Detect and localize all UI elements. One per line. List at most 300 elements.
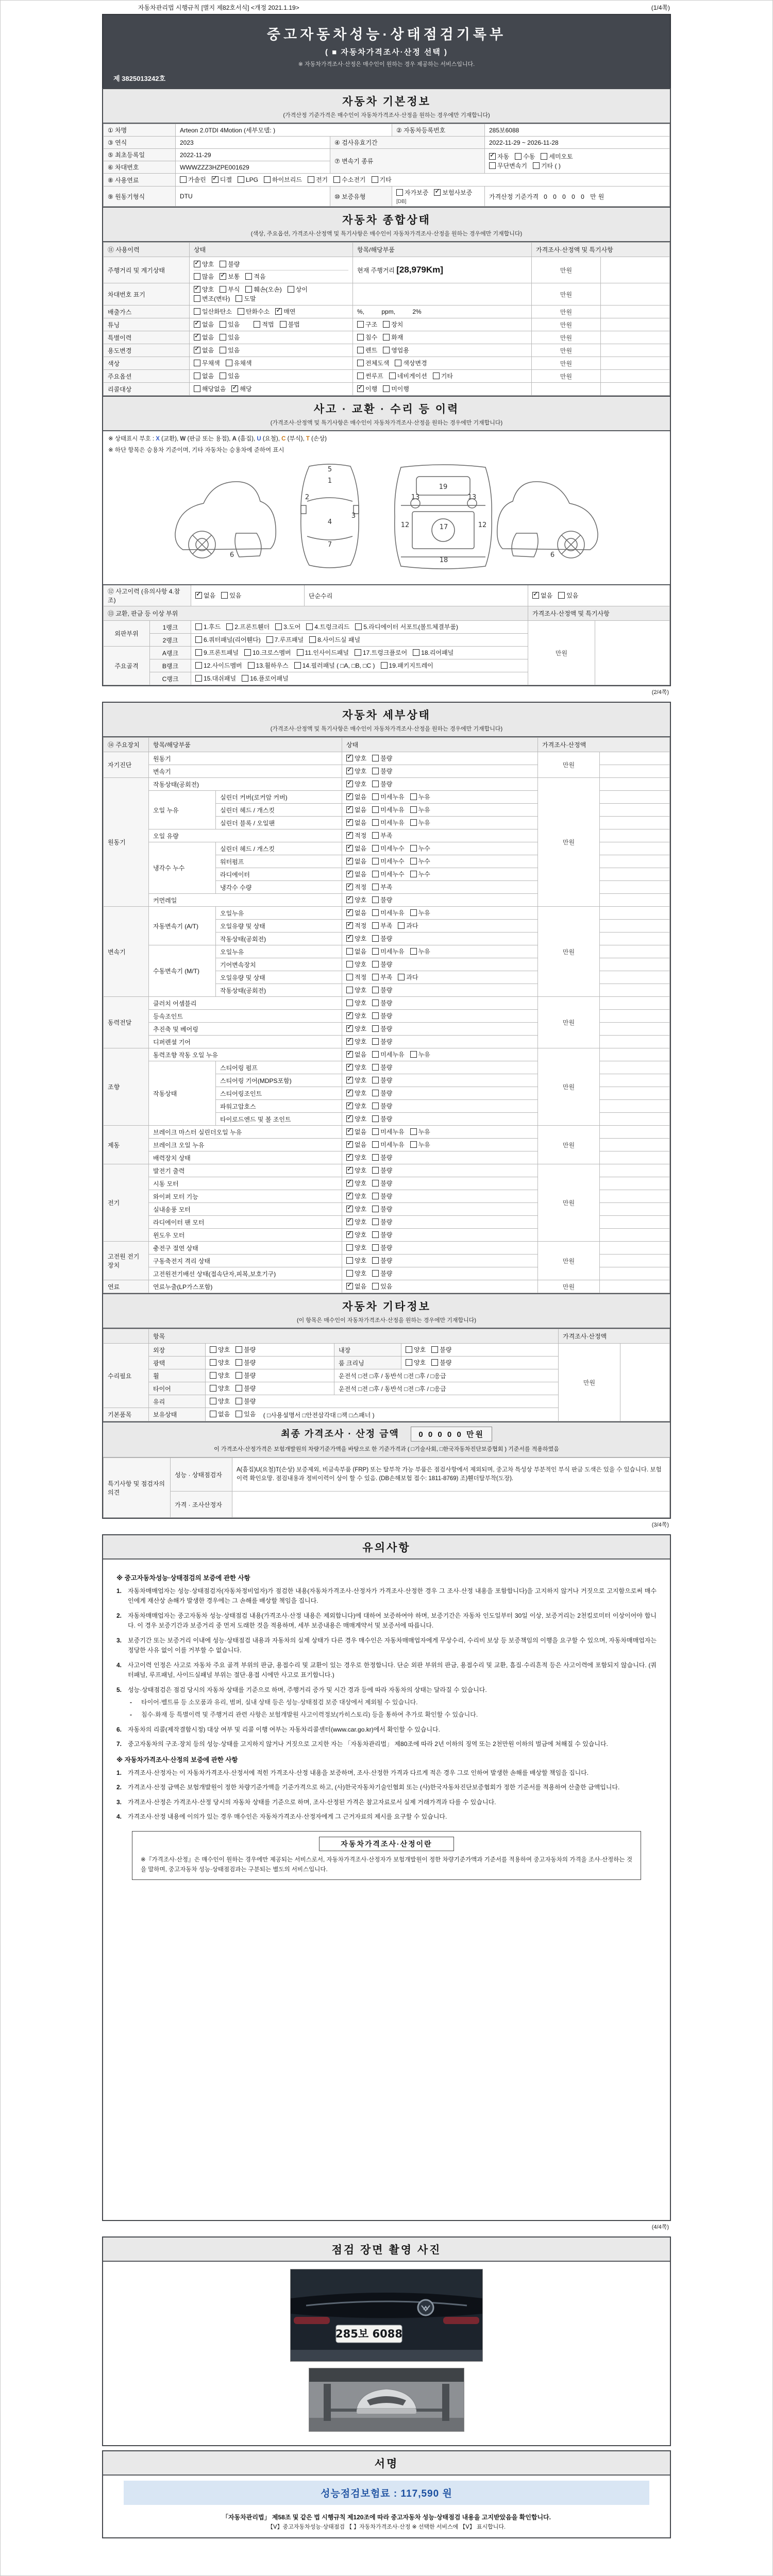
notice-item: 4. 사고이력 인정은 사고로 자동차 주요 골격 부위의 판금, 용접수리 및 교환이 있는 경우로 한정합니다. 단순 외판 부위의 판금, 용접수리 및 교환, 흠집·수리흔적 등은 사고이력에 포함되지 않습니다. (쿼터패널, 루프패널, 사이드실패널 부위는 절단·용접 시에만 사고로 표기합니다.) <box>116 1661 657 1679</box>
unchecked-checkbox-icon <box>372 935 379 942</box>
notice-part2-title: ※ 자동차가격조사·산정의 보증에 관한 사항 <box>116 1756 238 1764</box>
unchecked-checkbox-icon <box>264 176 271 183</box>
checkbox-option: 양호 <box>406 1358 426 1367</box>
unchecked-checkbox-icon <box>248 662 255 669</box>
unchecked-checkbox-icon <box>433 372 440 379</box>
unchecked-checkbox-icon <box>372 884 379 890</box>
etc-info-table <box>103 1329 670 1421</box>
unchecked-checkbox-icon <box>372 1025 379 1032</box>
notice-part1-title: ※ 중고자동차성능·상태점검의 보증에 관한 사항 <box>116 1574 250 1582</box>
unchecked-checkbox-icon <box>372 832 379 839</box>
unchecked-checkbox-icon <box>398 974 405 980</box>
detail-row: 작동상태(공회전) ✓ 양호 불량 <box>104 933 670 945</box>
unchecked-checkbox-icon <box>410 909 417 916</box>
checked-checkbox-icon <box>346 922 353 929</box>
inspection-photo-lift <box>309 2368 464 2432</box>
checked-checkbox-icon <box>220 273 226 280</box>
checkbox-option: 불량 <box>236 1384 256 1393</box>
checkbox-option: ✓ 없음 <box>195 591 215 600</box>
unchecked-checkbox-icon <box>194 273 200 280</box>
unchecked-checkbox-icon <box>357 360 364 366</box>
checkbox-option: ✓ 양호 <box>346 1153 366 1162</box>
checkbox-option: 세미오토 <box>541 152 573 161</box>
detail-row: 추진축 및 베어링 ✓ 양호 불량 <box>104 1023 670 1036</box>
checked-checkbox-icon <box>532 592 539 599</box>
checkbox-option: ✓ 해당 <box>231 384 251 393</box>
detail-row: 변속기 자동변속기 (A/T) 오일누유 ✓ 없음 미세누유 누유 만원 <box>104 907 670 920</box>
checkbox-option: ✓ 적정 <box>346 831 366 840</box>
checkbox-option: ✓ 양호 <box>194 260 214 268</box>
detail-subtitle: (가격조사·산정액 및 특기사항은 매수인이 자동차가격조사·산정을 원하는 경우에만 기재합니다) <box>270 726 503 732</box>
checkbox-option: 불량 <box>372 998 392 1007</box>
document-title: 중고자동차성능·상태점검기록부 <box>266 27 507 42</box>
checkbox-option: 미세누유 <box>372 908 404 917</box>
checkbox-option: 기타 <box>372 175 392 184</box>
checkbox-option: 기타 <box>433 371 453 380</box>
notice-item: 1. 자동차매매업자는 성능·상태점검자(자동차정비업자)가 점검한 내용(자동차가격조사·산정자가 가격조사·산정한 경우 그 조사·산정 내용을 포함합니다)을 고지하지 않거나 거짓으로 고지함으로써 매수인에게 재산상 손해가 발생한 경우에는 그 손해를 배상할 책임을 집니다. <box>116 1587 657 1605</box>
unchecked-checkbox-icon <box>372 922 379 929</box>
diagram-part-number: 19 <box>439 483 448 491</box>
checkbox-option: 불량 <box>372 1230 392 1239</box>
insurance-fee-bar <box>124 2481 649 2505</box>
etc-row: 광택 양호 불량 룸 크리닝 양호 불량 <box>104 1357 670 1369</box>
checkbox-option: 양호 <box>346 998 366 1007</box>
checked-checkbox-icon <box>346 832 353 839</box>
checkbox-option: 미세누유 <box>372 1050 404 1059</box>
unchecked-checkbox-icon <box>308 176 314 183</box>
checkbox-option: ✓ 적정 <box>346 921 366 930</box>
checkbox-option: 누수 <box>410 870 430 878</box>
detail-row: 스티어링조인트 ✓ 양호 불량 <box>104 1087 670 1100</box>
unchecked-checkbox-icon <box>288 286 294 293</box>
checkbox-option: ✓ 없음 <box>194 320 214 329</box>
checkbox-option: 렌트 <box>357 346 377 354</box>
unchecked-checkbox-icon <box>194 295 200 302</box>
checkbox-option: 미세누유 <box>372 947 404 956</box>
unchecked-checkbox-icon <box>372 1218 379 1225</box>
checked-checkbox-icon <box>194 347 200 353</box>
checkbox-option: 2.프론트휀더 <box>226 622 270 631</box>
checkbox-option: ✓ 양호 <box>346 1063 366 1072</box>
unchecked-checkbox-icon <box>410 871 417 877</box>
state-code-legend: ※ 상태표시 부호 : X (교환), W (판금 또는 용접), A (흠집), U (요철), C (부식), T (손상) <box>108 436 327 442</box>
unchecked-checkbox-icon <box>372 974 379 980</box>
checkbox-option: ✓ 보험사보증 <box>434 188 472 197</box>
checkbox-option: 미세누유 <box>372 1140 404 1149</box>
checkbox-option: 침수 <box>357 333 377 342</box>
notice-body <box>103 1560 670 2220</box>
unchecked-checkbox-icon <box>395 360 401 366</box>
insurance-fee-label: 성능점검보험료 : <box>321 2488 398 2499</box>
detail-row: 오일 유량 ✓ 적정 부족 <box>104 829 670 842</box>
etc-row: 기본품목 보유상태 없음 있음 ( □사용설명서 □안전삼각대 □잭 □스패너 ) <box>104 1408 670 1421</box>
detail-row: 냉각수 수량 ✓ 적정 부족 <box>104 881 670 894</box>
price-definition-box <box>132 1831 641 1880</box>
checked-checkbox-icon <box>346 884 353 890</box>
unchecked-checkbox-icon <box>372 987 379 993</box>
unchecked-checkbox-icon <box>210 1346 216 1353</box>
unchecked-checkbox-icon <box>372 1244 379 1251</box>
unchecked-checkbox-icon <box>410 793 417 800</box>
unchecked-checkbox-icon <box>372 871 379 877</box>
diagram-part-number: 6 <box>550 551 555 559</box>
checkbox-option: ✓ 양호 <box>346 1166 366 1175</box>
checked-checkbox-icon <box>346 1193 353 1199</box>
unchecked-checkbox-icon <box>210 1398 216 1404</box>
checkbox-option: 부족 <box>372 921 392 930</box>
photos-header <box>103 2238 670 2262</box>
checkbox-option: 7.루프패널 <box>266 635 304 644</box>
detail-row: 라디에이터 팬 모터 ✓ 양호 불량 <box>104 1216 670 1229</box>
overall-state-table <box>103 242 670 396</box>
unchecked-checkbox-icon <box>372 1141 379 1148</box>
checkbox-option: 하이브리드 <box>264 175 302 184</box>
diagram-part-number: 18 <box>439 556 448 564</box>
checkbox-option: 수소전기 <box>333 175 365 184</box>
unchecked-checkbox-icon <box>372 845 379 852</box>
unchecked-checkbox-icon <box>220 286 226 293</box>
unchecked-checkbox-icon <box>294 662 301 669</box>
checked-checkbox-icon <box>346 1064 353 1071</box>
unchecked-checkbox-icon <box>195 649 202 656</box>
unchecked-checkbox-icon <box>355 649 361 656</box>
final-price-band <box>103 1421 670 1458</box>
notice-item: 6. 자동차의 리콜(제작결함시정) 대상 여부 및 리콜 이행 여부는 자동차리콜센터(www.car.go.kr)에서 확인할 수 있습니다. <box>116 1725 440 1733</box>
checkbox-option: 14.필러패널 ( □A, □B, □C ) <box>294 661 375 670</box>
checkbox-option: 있음 <box>372 1282 392 1291</box>
etc-row: 유리 양호 불량 <box>104 1395 670 1408</box>
checkbox-option: 양호 <box>346 1269 366 1278</box>
basic-info-table <box>103 124 670 207</box>
detail-row: 구동축전지 격리 상태 양호 불량 <box>104 1255 670 1267</box>
unchecked-checkbox-icon <box>372 768 379 774</box>
checked-checkbox-icon <box>346 1115 353 1122</box>
notice-item: 4. 가격조사·산정 내용에 이의가 있는 경우 매수인은 자동차가격조사·산정자에게 그 근거자료의 제시를 요구할 수 있습니다. <box>116 1813 447 1820</box>
unchecked-checkbox-icon <box>254 321 260 328</box>
etc-row: 타이어 양호 불량 운전석 □전 □후 / 동반석 □전 □후 / □응급 <box>104 1382 670 1395</box>
checkbox-option: 없음 <box>194 371 214 380</box>
checkbox-option: 불량 <box>236 1397 256 1405</box>
checkbox-option: 8.사이드실 패널 <box>309 635 360 644</box>
notice-item: - 침수·화재 등 특별이력 및 주행거리 관련 사항은 보험개발원 사고이력정보(카히스토리) 등을 통하여 추가로 확인할 수 있습니다. <box>130 1711 478 1719</box>
unchecked-checkbox-icon <box>346 999 353 1006</box>
checkbox-option: 누수 <box>410 844 430 853</box>
car-diagram <box>155 456 618 578</box>
etc-header <box>103 1293 670 1329</box>
unchecked-checkbox-icon <box>346 1270 353 1277</box>
checkbox-option: 수동 <box>515 152 535 161</box>
detail-row: 오일 누유 실린더 커버(로커암 커버) ✓ 없음 미세누유 누유 <box>104 791 670 804</box>
checkbox-option: 불량 <box>372 960 392 969</box>
unchecked-checkbox-icon <box>372 1283 379 1290</box>
table-row: ⑧ 사용연료 가솔린 ✓ 디젤 LPG 하이브리드 전기 수소전기 기타 <box>104 174 670 187</box>
checkbox-option: 불량 <box>372 779 392 788</box>
checkbox-option: 누유 <box>410 1140 430 1149</box>
table-row: ① 차명 Arteon 2.0TDI 4Motion (세부모델: ) ② 자동차등록번호 285보6088 <box>104 124 670 137</box>
unchecked-checkbox-icon <box>372 1206 379 1212</box>
checkbox-option: 일산화탄소 <box>194 307 232 316</box>
unchecked-checkbox-icon <box>195 662 202 669</box>
unchecked-checkbox-icon <box>489 162 496 169</box>
checkbox-option: 전체도색 <box>357 359 389 367</box>
unchecked-checkbox-icon <box>372 1128 379 1135</box>
checkbox-option: 불량 <box>372 1089 392 1097</box>
detail-row: 오일유량 및 상태 적정 부족 과다 <box>104 971 670 984</box>
checkbox-option: ✓ 양호 <box>346 1205 366 1213</box>
checkbox-option: 양호 <box>210 1397 230 1405</box>
diagram-part-number: 12 <box>478 521 487 529</box>
diagram-part-number: 13 <box>467 494 477 501</box>
checked-checkbox-icon <box>346 1038 353 1045</box>
checkbox-option: 불량 <box>372 895 392 904</box>
checked-checkbox-icon <box>489 153 496 160</box>
remark-row: 특기사항 및 점검자의 의견 성능 · 상태점검자 A(흠집)U(요철)T(손상) 보증제외, 비금속부품 (FRP) 또는 탈부착 가능 부품은 점검사항에서 제외되며, 중고차 특성상 부분적인 부식 판금 도색은 있을 수 있습니다. 보험이력 확인요망. 점검내용과 정비이력이 상이 할 수 있음. (DB손해보험 접수: 1811-8769) 조)휀더탈부착(도장). <box>104 1458 670 1492</box>
checkbox-option: 양호 <box>346 1256 366 1265</box>
checkbox-option: 과다 <box>398 973 418 981</box>
checked-checkbox-icon <box>357 385 364 392</box>
accident-subtitle: (가격조사·산정액 및 특기사항은 매수인이 자동차가격조사·산정을 원하는 경우에만 기재합니다) <box>270 420 503 426</box>
unchecked-checkbox-icon <box>195 623 202 630</box>
unchecked-checkbox-icon <box>372 1051 379 1058</box>
final-price-note: 이 가격조사·산정가격은 보험개발원의 차량기준가액을 바탕으로 한 기준가격과 ( □기술사회, □한국자동차진단보증협회 ) 기준서를 적용하였음 <box>214 1446 559 1452</box>
checked-checkbox-icon <box>194 334 200 341</box>
detail-row: 커먼레일 ✓ 양호 불량 <box>104 894 670 907</box>
unchecked-checkbox-icon <box>275 623 282 630</box>
inspection-photo-rear <box>290 2269 483 2362</box>
unchecked-checkbox-icon <box>383 347 390 353</box>
detail-row: 배력장치 상태 ✓ 양호 불량 <box>104 1151 670 1164</box>
checkbox-option: 있음 <box>221 591 241 600</box>
detail-row: 전기 발전기 출력 ✓ 양호 불량 만원 <box>104 1164 670 1177</box>
checked-checkbox-icon <box>346 806 353 813</box>
unchecked-checkbox-icon <box>541 153 547 160</box>
unchecked-checkbox-icon <box>210 1385 216 1392</box>
detail-row: 타이로드엔드 및 볼 조인트 ✓ 양호 불량 <box>104 1113 670 1126</box>
unchecked-checkbox-icon <box>226 360 232 366</box>
checkbox-option: 누유 <box>410 792 430 801</box>
checkbox-option: 있음 <box>220 346 240 354</box>
checked-checkbox-icon <box>346 1180 353 1187</box>
checkbox-option: ✓ 양호 <box>346 1114 366 1123</box>
table-row: ⑨ 원동기형식 DTU ⑩ 보증유형 자가보증 ✓ 보험사보증[DB] 가격산정 기준가격 0 0 0 0 0 만원 <box>104 187 670 207</box>
photos-title: 점검 장면 촬영 사진 <box>331 2244 442 2256</box>
checkbox-option: 자가보증 <box>396 188 428 197</box>
table-row: ⑫ 사고이력 (유의사항 4.참조) ✓ 없음 있음 단순수리 ✓ 없음 있음 <box>104 585 670 606</box>
checkbox-option: 양호 <box>406 1345 426 1354</box>
checkbox-option: 화재 <box>383 333 403 342</box>
rank-row: C랭크 15.대쉬패널 16.플로어패널 <box>104 672 670 685</box>
basic-info-grid <box>103 124 670 207</box>
checkbox-option: 양호 <box>210 1358 230 1367</box>
table-header-row: 항목 가격조사·산정액 <box>104 1329 670 1344</box>
checkbox-option: 불량 <box>372 1011 392 1020</box>
unchecked-checkbox-icon <box>346 1257 353 1264</box>
document-page <box>102 0 671 2538</box>
checkbox-option: ✓ 보통 <box>220 272 240 281</box>
unchecked-checkbox-icon <box>383 321 390 328</box>
unchecked-checkbox-icon <box>372 948 379 955</box>
checkbox-option: 부족 <box>372 831 392 840</box>
checkbox-option: 19.패키지트레이 <box>381 661 433 670</box>
unchecked-checkbox-icon <box>410 819 417 826</box>
unchecked-checkbox-icon <box>220 321 226 328</box>
checkbox-option: 미세누유 <box>372 1127 404 1136</box>
checkbox-option: ✓ 없음 <box>346 792 366 801</box>
checkbox-option: 없음 <box>210 1410 230 1418</box>
detail-row: 조향 동력조향 작동 오일 누유 ✓ 없음 미세누유 누유 만원 <box>104 1048 670 1061</box>
checkbox-option: 불량 <box>372 986 392 994</box>
overall-row: 색상 무채색 유채색 전체도색 색상변경 만원 <box>104 357 670 370</box>
checkbox-option: ✓ 없음 <box>346 1282 366 1291</box>
checkbox-option: ✓ 양호 <box>346 767 366 775</box>
checkbox-option: 누유 <box>410 908 430 917</box>
unchecked-checkbox-icon <box>515 153 522 160</box>
checkbox-option: 부족 <box>372 973 392 981</box>
checkbox-option: 누유 <box>410 805 430 814</box>
detail-row: 오일유량 및 상태 ✓ 적정 부족 과다 <box>104 920 670 933</box>
checkbox-option: 부식 <box>220 285 240 294</box>
checkbox-option: 적음 <box>245 272 265 281</box>
section-photos <box>102 2236 671 2446</box>
etc-row: 휠 양호 불량 운전석 □전 □후 / 동반석 □전 □후 / □응급 <box>104 1369 670 1382</box>
etc-grid <box>103 1329 670 1421</box>
checkbox-option: 무채색 <box>194 359 220 367</box>
unchecked-checkbox-icon <box>194 360 200 366</box>
unchecked-checkbox-icon <box>372 1012 379 1019</box>
checkbox-option: 불량 <box>372 1205 392 1213</box>
notice-header <box>103 1535 670 1560</box>
diagram-part-number: 1 <box>327 477 332 485</box>
etc-subtitle: (이 항목은 매수인이 자동차가격조사·산정을 원하는 경우에만 기재합니다) <box>296 1317 477 1324</box>
unchecked-checkbox-icon <box>410 806 417 813</box>
detail-row: 실내송풍 모터 ✓ 양호 불량 <box>104 1203 670 1216</box>
unchecked-checkbox-icon <box>180 176 187 183</box>
detail-row: 작동상태 스티어링 펌프 ✓ 양호 불량 <box>104 1061 670 1074</box>
checkbox-option: 불량 <box>372 1217 392 1226</box>
document-note: ※ 자동차가격조사·산정은 매수인이 원하는 경우 제공하는 서비스입니다. <box>298 61 475 67</box>
checkbox-option: 누유 <box>410 947 430 956</box>
checkbox-option: 불량 <box>236 1345 256 1354</box>
basic-info-header <box>103 89 670 124</box>
checked-checkbox-icon <box>346 909 353 916</box>
checked-checkbox-icon <box>346 1128 353 1135</box>
detail-title: 자동차 세부상태 <box>342 709 431 721</box>
checked-checkbox-icon <box>346 1141 353 1148</box>
unchecked-checkbox-icon <box>238 308 244 315</box>
checkbox-option: ✓ 양호 <box>346 1011 366 1020</box>
checkbox-option: ✓ 없음 <box>194 346 214 354</box>
checkbox-option: 16.플로어패널 <box>242 674 289 683</box>
checkbox-option: ✓ 양호 <box>346 1192 366 1200</box>
checkbox-option: 9.프론트패널 <box>195 648 239 657</box>
unchecked-checkbox-icon <box>309 636 316 643</box>
section-accident-history <box>102 397 671 686</box>
detail-row: 고전원 전기장치 충전구 절연 상태 양호 불량 만원 <box>104 1242 670 1255</box>
checked-checkbox-icon <box>194 286 200 293</box>
unchecked-checkbox-icon <box>236 1398 242 1404</box>
unchecked-checkbox-icon <box>372 176 378 183</box>
detail-row: 동력전달 클러치 어셈블리 양호 불량 만원 <box>104 997 670 1010</box>
checkbox-option: 있음 <box>236 1410 256 1418</box>
accident-table <box>103 584 670 685</box>
notice-item: 7. 중고자동차의 구조·장치 등의 성능·상태를 고지하지 않거나 거짓으로 고지한 자는 「자동차관리법」 제80조에 따라 2년 이하의 징역 또는 2천만원 이하의 벌금에 처해질 수 있습니다. <box>116 1740 608 1748</box>
detail-grid <box>103 737 670 1293</box>
detail-row: 자기진단 원동기 ✓ 양호 불량 만원 <box>104 752 670 765</box>
unchecked-checkbox-icon <box>410 948 417 955</box>
diagram-part-number: 3 <box>351 512 356 520</box>
unchecked-checkbox-icon <box>357 347 364 353</box>
unchecked-checkbox-icon <box>220 372 226 379</box>
checkbox-option: 1.후드 <box>195 622 221 631</box>
checkbox-option: ✓ 양호 <box>346 1024 366 1033</box>
unchecked-checkbox-icon <box>372 1115 379 1122</box>
page-marker-4: (4/4쪽) <box>651 2224 669 2230</box>
unchecked-checkbox-icon <box>533 162 540 169</box>
unchecked-checkbox-icon <box>410 1128 417 1135</box>
title-band <box>102 14 671 88</box>
checked-checkbox-icon <box>346 1012 353 1019</box>
rank-row: 외판부위 1랭크 1.후드 2.프론트휀더 3.도어 4.트렁크리드 5.라디에이터 서포트(볼트체결부품) 만원 <box>104 621 670 634</box>
checkbox-option: 미세누유 <box>372 792 404 801</box>
checked-checkbox-icon <box>194 321 200 328</box>
diagram-part-number: 2 <box>305 494 310 501</box>
overall-row: 주요옵션 없음 있음 썬루프 네비게이션 기타 만원 <box>104 370 670 383</box>
unchecked-checkbox-icon <box>346 961 353 968</box>
detail-row: 파워고압호스 ✓ 양호 불량 <box>104 1100 670 1113</box>
checked-checkbox-icon <box>346 858 353 865</box>
checkbox-option: 해당없음 <box>194 384 226 393</box>
diagram-part-number: 17 <box>439 523 448 531</box>
unchecked-checkbox-icon <box>396 189 403 196</box>
checked-checkbox-icon <box>212 176 219 183</box>
footer-law-line: 「자동차관리법」 제58조 및 같은 법 시행규칙 제120조에 따라 중고자동차 성능·상태점검 내용을 고지받았음을 확인합니다. <box>222 2514 551 2521</box>
checkbox-option: ✓ 디젤 <box>212 175 232 184</box>
unchecked-checkbox-icon <box>195 675 202 682</box>
unchecked-checkbox-icon <box>372 1193 379 1199</box>
detail-row: 기어변속장치 양호 불량 <box>104 958 670 971</box>
unchecked-checkbox-icon <box>236 1372 242 1379</box>
unchecked-checkbox-icon <box>194 372 200 379</box>
checkbox-option: 누유 <box>410 818 430 827</box>
checkbox-option: 불량 <box>431 1345 451 1354</box>
detail-row: 시동 모터 ✓ 양호 불량 <box>104 1177 670 1190</box>
checkbox-option: ✓ 양호 <box>346 1037 366 1046</box>
basic-info-subtitle: (가격산정 기준가격은 매수인이 자동차가격조사·산정을 원하는 경우에만 기재합니다) <box>283 112 490 118</box>
checkbox-option: 불량 <box>220 260 240 268</box>
remark-row: 가격 · 조사산정자 <box>104 1492 670 1518</box>
checkbox-option: 불량 <box>236 1371 256 1380</box>
checkbox-option: 훼손(오손) <box>245 285 281 294</box>
unchecked-checkbox-icon <box>210 1372 216 1379</box>
unchecked-checkbox-icon <box>372 1090 379 1096</box>
rank-row: 2랭크 6.쿼터패널(리어휀다) 7.루프패널 8.사이드실 패널 <box>104 634 670 647</box>
signature-title: 서명 <box>374 2458 399 2470</box>
checkbox-option: 적법 <box>254 320 274 329</box>
detail-row: 작동상태(공회전) 양호 불량 <box>104 984 670 997</box>
checkbox-option: 13.휠하우스 <box>248 661 289 670</box>
overall-row: 차대번호 표기 ✓ 양호 부식 훼손(오손) 상이 변조(변타) 도말 만원 <box>104 283 670 306</box>
checkbox-option: 불량 <box>372 1192 392 1200</box>
unchecked-checkbox-icon <box>410 845 417 852</box>
checkbox-option: ✓ 없음 <box>346 805 366 814</box>
rank-row: 주요골격 A랭크 9.프론트패널 10.크로스멤버 11.인사이드패널 17.트렁크플로어 18.리어패널 <box>104 647 670 659</box>
unchecked-checkbox-icon <box>406 1346 412 1353</box>
diagram-part-number: 13 <box>411 494 420 501</box>
checked-checkbox-icon <box>346 871 353 877</box>
checked-checkbox-icon <box>194 261 200 267</box>
checkbox-option: 있음 <box>220 320 240 329</box>
checked-checkbox-icon <box>346 1103 353 1109</box>
